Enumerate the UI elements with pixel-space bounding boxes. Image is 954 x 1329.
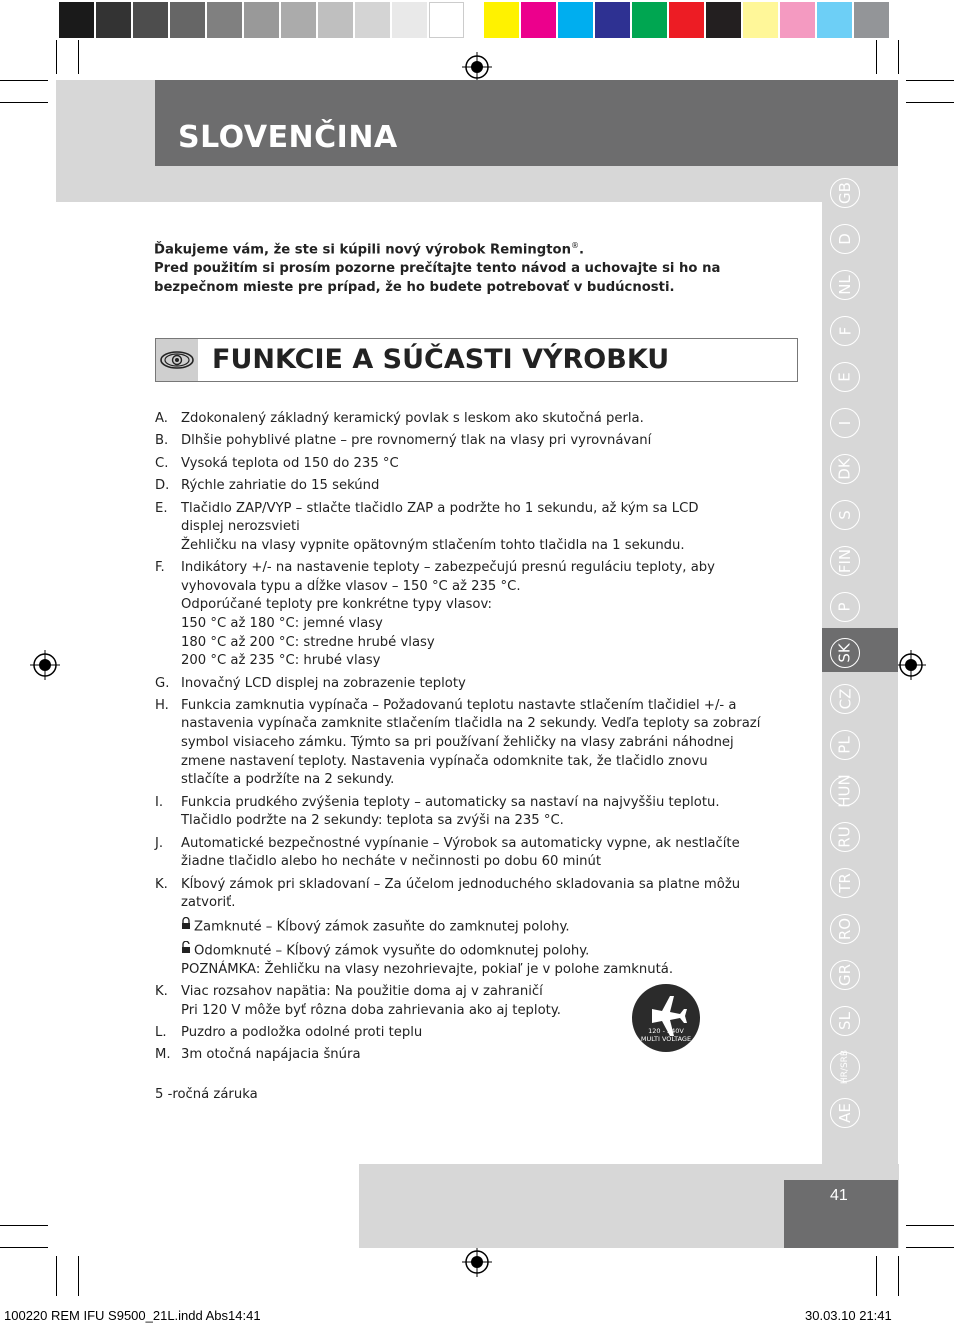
color-swatch — [817, 2, 852, 38]
feature-item — [155, 675, 785, 694]
feature-letter: L. — [155, 1024, 167, 1040]
color-swatch — [521, 2, 556, 38]
language-tab-label: FIN — [836, 548, 854, 574]
feature-letter: A. — [155, 411, 168, 426]
color-swatch — [170, 2, 205, 38]
language-tab-label: F — [835, 326, 854, 336]
lock-line — [181, 917, 785, 937]
language-tab-label: I — [836, 420, 854, 426]
feature-line: Kĺbový zámok pri skladovaní – Za účelom jednoduchého skladovania sa platne môžu — [181, 876, 741, 892]
feature-line: vyhovovala typu a dĺžke vlasov – 150 °C až 235 °C. — [181, 578, 521, 594]
crop-mark — [0, 1225, 48, 1226]
feature-letter: C. — [155, 455, 169, 471]
feature-line: Odporúčané teploty pre konkrétne typy vlasov: — [181, 597, 492, 613]
language-tab-label: CZ — [836, 688, 854, 710]
language-tab-sk[interactable] — [830, 638, 860, 668]
language-tab-ae[interactable] — [830, 1098, 860, 1128]
crop-mark — [0, 102, 48, 103]
feature-item — [155, 697, 785, 790]
feature-line: Inovačný LCD displej na zobrazenie teploty — [181, 675, 466, 691]
feature-text — [181, 477, 785, 496]
feature-line: Tlačidlo podržte na 2 sekundy: teplota sa zvýši na 235 °C. — [181, 813, 564, 829]
registration-mark-icon — [462, 1247, 492, 1277]
language-tab-label: SK — [835, 643, 854, 663]
color-swatch — [429, 2, 464, 38]
crop-mark — [78, 40, 79, 74]
language-tab-label: HR/SRB — [840, 1049, 851, 1085]
language-tab-label: S — [836, 510, 854, 520]
feature-text — [181, 697, 785, 790]
registration-mark-icon — [896, 650, 926, 680]
process-color-bar — [484, 2, 891, 38]
feature-note: POZNÁMKA: Žehličku na vlasy nezohrievajte, pokiaľ je v polohe zamknutá. — [181, 961, 674, 977]
feature-item — [155, 477, 785, 496]
section-icon-box — [156, 339, 198, 381]
feature-line: Puzdro a podložka odolné proti teplu — [181, 1024, 423, 1040]
feature-letter: J. — [155, 835, 164, 851]
language-tab-tr[interactable] — [830, 868, 860, 898]
feature-line: Indikátory +/- na nastavenie teploty – zabezpečujú presnú reguláciu teploty, aby — [181, 560, 715, 576]
language-tab-e[interactable] — [830, 362, 860, 392]
language-tab-gr[interactable] — [830, 960, 860, 990]
intro-line-3: bezpečnom mieste pre prípad, že ho budete potrebovať v budúcnosti. — [154, 280, 675, 296]
color-swatch — [318, 2, 353, 38]
language-tab-label: PL — [836, 736, 854, 754]
language-tab-cz[interactable] — [830, 684, 860, 714]
feature-letter: K. — [155, 876, 168, 892]
feature-line: 150 °C až 180 °C: jemné vlasy — [181, 615, 383, 631]
feature-letter: G. — [155, 675, 170, 691]
feature-line: Tlačidlo ZAP/VYP – stlačte tlačidlo ZAP a podržte ho 1 sekundu, až kým sa LCD — [181, 500, 699, 516]
language-tab-d[interactable] — [830, 224, 860, 254]
badge-voltage: 120 - 240V — [648, 1027, 684, 1035]
feature-line: Dlhšie pohyblivé platne – pre rovnomerný tlak na vlasy pri vyrovnávaní — [181, 433, 652, 449]
color-swatch — [743, 2, 778, 38]
feature-item — [155, 432, 785, 451]
intro-line-1: Ďakujeme vám, že ste si kúpili nový výrobok Remington — [154, 242, 571, 258]
language-tab-label: GR — [835, 963, 854, 987]
language-tab-dk[interactable] — [830, 454, 860, 484]
color-swatch — [133, 2, 168, 38]
language-tab-label: D — [836, 233, 854, 245]
feature-line: Rýchle zahriatie do 15 sekúnd — [181, 478, 380, 494]
language-tab-label: AE — [836, 1103, 854, 1123]
language-tab-sl[interactable] — [830, 1006, 860, 1036]
language-tab-f[interactable] — [830, 316, 860, 346]
color-swatch — [59, 2, 94, 38]
feature-line: Pri 120 V môže byť rôzna doba zahrievania ako aj teploty. — [181, 1002, 561, 1018]
language-tab-label: SL — [835, 1012, 854, 1030]
crop-mark — [56, 1256, 57, 1296]
feature-letter: B. — [155, 433, 169, 449]
feature-text — [181, 876, 785, 980]
registered-mark: ® — [570, 241, 579, 250]
crop-mark — [906, 1225, 954, 1226]
lock-line — [181, 941, 785, 961]
language-tab-label: HUN — [836, 774, 855, 808]
color-swatch — [595, 2, 630, 38]
feature-letter: H. — [155, 697, 169, 713]
registration-mark-icon — [462, 52, 492, 82]
language-tab-label: RU — [836, 826, 854, 848]
feature-item — [155, 876, 785, 980]
language-tab-ro[interactable] — [830, 914, 860, 944]
feature-line: stlačíte a podržíte na 2 sekundy. — [181, 772, 395, 788]
feature-text — [181, 559, 785, 671]
feature-letter: I. — [155, 794, 164, 810]
color-swatch — [207, 2, 242, 38]
feature-text — [181, 794, 785, 831]
feature-line: displej nerozsvieti — [181, 519, 300, 535]
language-tab-i[interactable] — [830, 408, 860, 438]
registration-mark-icon — [30, 650, 60, 680]
color-swatch — [244, 2, 279, 38]
feature-list — [155, 410, 785, 1069]
feature-text — [181, 410, 785, 429]
feature-line: Žehličku na vlasy vypnite opätovným stlačením tohto tlačidla na 1 sekundu. — [181, 537, 685, 553]
lock-open-icon — [181, 941, 191, 960]
language-tab-pl[interactable] — [830, 730, 860, 760]
grayscale-color-bar — [59, 2, 466, 38]
feature-line: Funkcia zamknutia vypínača – Požadovanú teplotu nastavte stlačením tlačidiel +/- a — [181, 697, 737, 713]
crop-mark — [906, 102, 954, 103]
feature-line: Funkcia prudkého zvýšenia teploty – automaticky sa nastaví na najvyššiu teplotu. — [181, 794, 720, 810]
color-swatch — [392, 2, 427, 38]
feature-letter: K. — [155, 983, 168, 999]
lock-text: Odomknuté – Kĺbový zámok vysuňte do odomknutej polohy. — [194, 943, 590, 958]
feature-line: 3m otočná napájacia šnúra — [181, 1047, 361, 1063]
language-tab-label: NL — [835, 275, 854, 295]
lock-text: Zamknuté – Kĺbový zámok zasuňte do zamknutej polohy. — [194, 919, 570, 935]
crop-mark — [876, 40, 877, 74]
color-swatch — [854, 2, 889, 38]
crop-mark — [906, 80, 954, 81]
eye-icon — [156, 339, 198, 381]
language-tab-label: GB — [835, 182, 854, 204]
feature-text — [181, 675, 785, 694]
feature-text — [181, 455, 785, 474]
date-slug: 30.03.10 21:41 — [805, 1308, 892, 1323]
intro-line-2: Pred použitím si prosím pozorne prečítajte tento návod a uchovajte si ho na — [154, 261, 721, 277]
language-tab-hr-srb[interactable] — [830, 1049, 860, 1085]
feature-text — [181, 500, 785, 556]
feature-line: Zdokonalený základný keramický povlak s leskom ako skutočná perla. — [181, 411, 644, 426]
feature-letter: D. — [155, 478, 170, 494]
badge-label: MULTI VOLTAGE — [640, 1035, 692, 1043]
color-swatch — [669, 2, 704, 38]
feature-item — [155, 835, 785, 872]
language-tab-fin[interactable] — [830, 546, 860, 576]
warranty-text: 5 -ročná záruka — [155, 1087, 258, 1102]
crop-mark — [898, 40, 899, 74]
color-swatch — [632, 2, 667, 38]
language-tab-gb[interactable] — [830, 178, 860, 208]
feature-line: žiadne tlačidlo alebo ho necháte v nečinnosti po dobu 60 minút — [181, 854, 601, 870]
color-swatch — [558, 2, 593, 38]
feature-text — [181, 432, 785, 451]
language-tab-label: TR — [836, 873, 854, 893]
crop-mark — [906, 1247, 954, 1248]
feature-letter: M. — [155, 1047, 171, 1063]
feature-letter: F. — [155, 560, 165, 576]
intro-line-1-end: . — [578, 242, 584, 258]
feature-item — [155, 455, 785, 474]
feature-item — [155, 500, 785, 556]
feature-item — [155, 794, 785, 831]
crop-mark — [0, 80, 48, 81]
language-tab-ru[interactable] — [830, 822, 860, 852]
page-title: SLOVENČINA — [178, 120, 398, 155]
language-tab-s[interactable] — [830, 500, 860, 530]
feature-line: symbol visiaceho zámku. Týmto sa pri používaní žehličky na vlasy zabráni náhodnej — [181, 735, 734, 751]
language-tab-label: DK — [835, 458, 854, 480]
feature-letter: E. — [155, 500, 168, 516]
feature-line: 200 °C až 235 °C: hrubé vlasy — [181, 653, 381, 669]
color-swatch — [96, 2, 131, 38]
section-title: FUNKCIE A SÚČASTI VÝROBKU — [212, 344, 670, 375]
feature-text — [181, 835, 785, 872]
feature-item — [155, 410, 785, 429]
language-tab-nl[interactable] — [830, 270, 860, 300]
feature-line: zatvoriť. — [181, 895, 236, 911]
language-tab-label: P — [835, 602, 854, 612]
color-swatch — [355, 2, 390, 38]
feature-item — [155, 559, 785, 671]
intro-text — [154, 236, 794, 297]
feature-line: nastavenia vypínača zamknite stlačením tlačidla na 2 sekundy. Vedľa teploty sa zobrazí — [181, 716, 761, 732]
feature-line: zmene nastavení teploty. Nastavenia vypínača odomknite tak, že tlačidlo znovu — [181, 753, 708, 769]
feature-line: Vysoká teplota od 150 do 235 °C — [181, 455, 399, 471]
color-swatch — [780, 2, 815, 38]
feature-line: 180 °C až 200 °C: stredne hrubé vlasy — [181, 634, 435, 650]
color-swatch — [484, 2, 519, 38]
language-tab-label: E — [835, 372, 854, 382]
page-number: 41 — [830, 1187, 848, 1204]
badge-text — [632, 1027, 700, 1043]
crop-mark — [876, 1256, 877, 1296]
feature-line: Automatické bezpečnostné vypínanie – Výrobok sa automaticky vypne, ak nestlačíte — [181, 835, 740, 851]
language-tab-p[interactable] — [830, 592, 860, 622]
language-tab-hun[interactable] — [830, 776, 860, 806]
file-slug: 100220 REM IFU S9500_21L.indd Abs14:41 — [4, 1308, 261, 1323]
lock-closed-icon — [181, 917, 191, 936]
color-swatch — [281, 2, 316, 38]
color-swatch — [706, 2, 741, 38]
crop-mark — [56, 40, 57, 74]
crop-mark — [0, 1247, 48, 1248]
crop-mark — [898, 1256, 899, 1296]
feature-line: Viac rozsahov napätia: Na použitie doma aj v zahraničí — [181, 983, 543, 999]
crop-mark — [78, 1256, 79, 1296]
language-tab-label: RO — [835, 917, 854, 941]
